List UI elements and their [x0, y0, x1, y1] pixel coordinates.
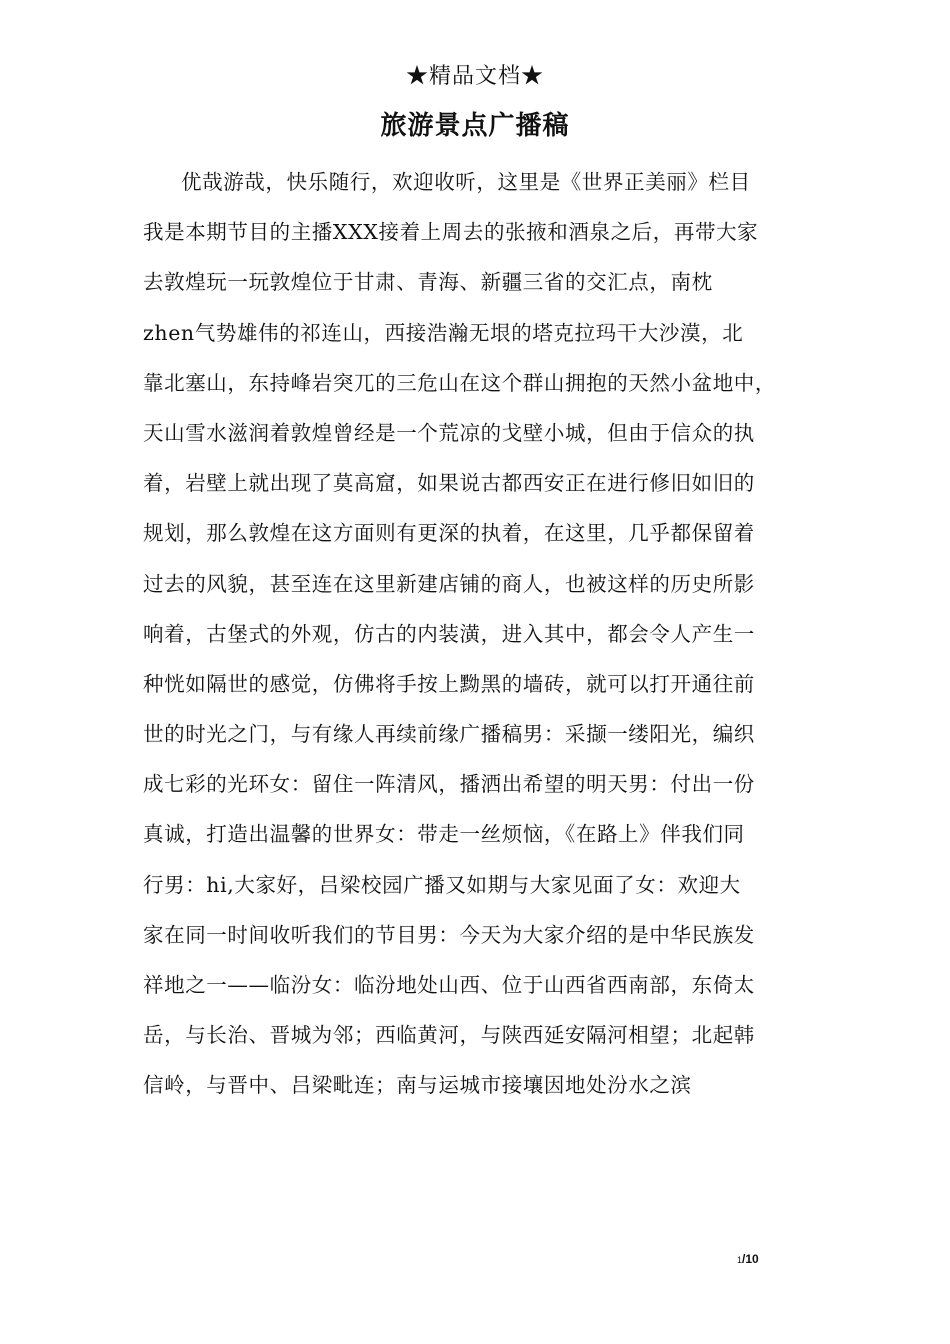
document-title: 旅游景点广播稿	[380, 111, 570, 141]
body-line: 天山雪水滋润着敦煌曾经是一个荒凉的戈壁小城，但由于信众的执	[143, 420, 755, 445]
body-line: 真诚，打造出温馨的世界女：带走一丝烦恼，《在路上》伴我们同	[143, 822, 745, 847]
page-number-current: 1	[737, 1255, 743, 1265]
page-number-total: /10	[742, 1252, 759, 1266]
body-line: 去敦煌玩一玩敦煌位于甘肃、青海、新疆三省的交汇点，南枕	[143, 270, 713, 295]
body-line: 着，岩壁上就出现了莫高窟，如果说古都西安正在进行修旧如旧的	[143, 471, 755, 496]
document-body	[143, 163, 843, 1117]
body-line: 优哉游哉，快乐随行，欢迎收听，这里是《世界正美丽》栏目	[181, 170, 751, 194]
body-line: 祥地之一——临汾女：临汾地处山西、位于山西省西南部，东倚太	[143, 973, 755, 997]
body-line: 种恍如隔世的感觉，仿佛将手按上黝黑的墙砖，就可以打开通往前	[143, 671, 755, 696]
body-line: 过去的风貌，甚至连在这里新建店铺的商人，也被这样的历史所影	[143, 571, 755, 596]
body-line: 规划，那么敦煌在这方面则有更深的执着，在这里，几乎都保留着	[143, 521, 755, 546]
body-line: zhen气势雄伟的祁连山，西接浩瀚无垠的塔克拉玛干大沙漠，北	[143, 320, 744, 345]
body-line: 我是本期节目的主播XXX接着上周去的张掖和酒泉之后，再带大家	[143, 220, 759, 245]
body-line: 行男：hi,大家好，吕梁校园广播又如期与大家见面了女：欢迎大	[143, 872, 741, 897]
page-number	[737, 1252, 759, 1267]
body-line: 成七彩的光环女：留住一阵清风，播洒出希望的明天男：付出一份	[143, 772, 755, 797]
body-line: 家在同一时间收听我们的节目男：今天为大家介绍的是中华民族发	[143, 922, 755, 947]
body-line: 响着，古堡式的外观，仿古的内装潢，进入其中，都会令人产生一	[143, 621, 755, 646]
body-line: 靠北塞山，东持峰岩突兀的三危山在这个群山拥抱的天然小盆地中，	[143, 370, 776, 395]
premium-document-mark: ★精品文档★	[405, 64, 544, 89]
body-line: 世的时光之门，与有缘人再续前缘广播稿男：采撷一缕阳光，编织	[143, 722, 755, 747]
body-line: 信岭，与晋中、吕梁毗连；南与运城市接壤因地处汾水之滨	[143, 1073, 692, 1098]
body-line: 岳，与长治、晋城为邻；西临黄河，与陕西延安隔河相望；北起韩	[143, 1023, 755, 1048]
